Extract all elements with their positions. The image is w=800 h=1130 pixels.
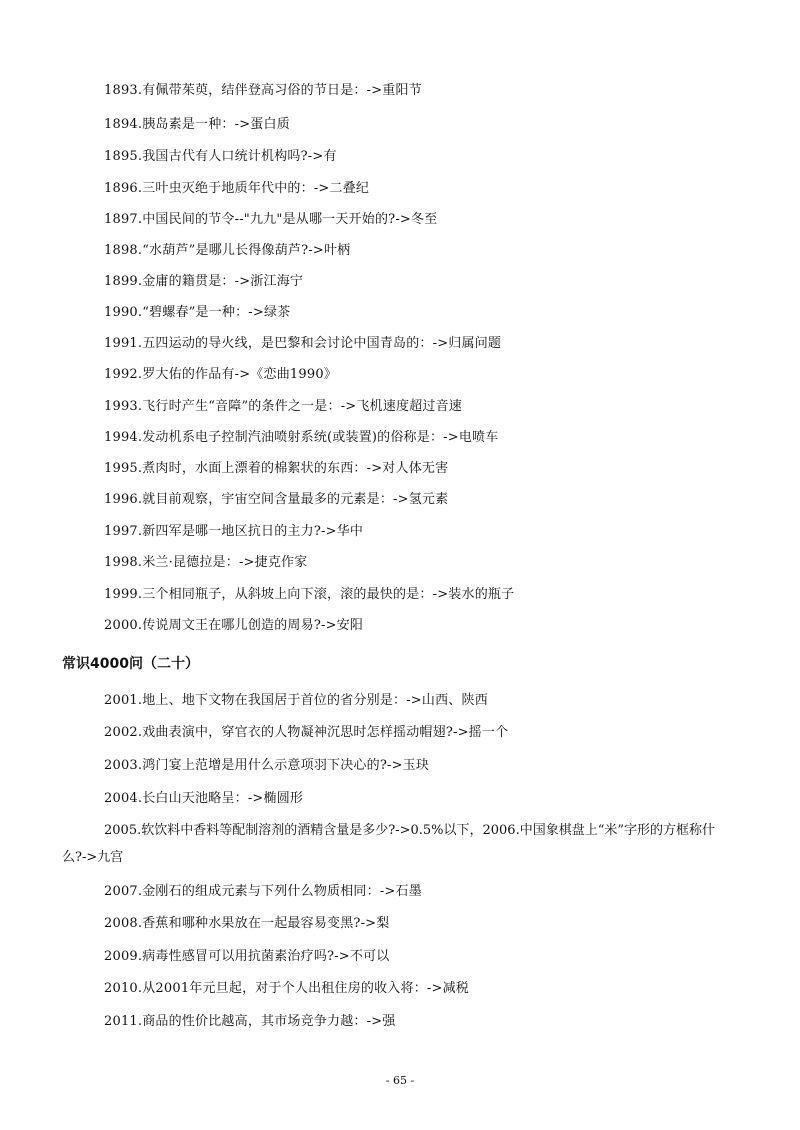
- question-line: 2007.金刚石的组成元素与下列什么物质相同：->石墨: [104, 884, 422, 899]
- question-line: 1992.罗大佑的作品有->《恋曲1990》: [104, 367, 337, 382]
- question-line: 2010.从2001年元旦起，对于个人出租住房的收入将：->减税: [104, 981, 469, 996]
- question-line: 1995.煮肉时，水面上漂着的棉絮状的东西：->对人体无害: [104, 461, 449, 476]
- wrapped-question: [62, 822, 742, 867]
- wrapped-question-first-line: 2005.软饮料中香料等配制溶剂的酒精含量是多少?->0.5%以下，2006.中国象棋盘上“米”字形的方框称什: [104, 823, 716, 838]
- question-line: 1990.“碧螺春”是一种：->绿茶: [104, 305, 291, 320]
- page-number: - 65 -: [385, 1074, 415, 1087]
- question-line: 1994.发动机系电子控制汽油喷射系统(或装置)的俗称是：->电喷车: [104, 430, 499, 445]
- question-line: 1893.有佩带茱萸，结伴登高习俗的节日是：->重阳节: [104, 83, 422, 98]
- question-line: 1898.“水葫芦”是哪儿长得像葫芦?->叶柄: [104, 243, 351, 258]
- question-line: 1894.胰岛素是一种：->蛋白质: [104, 117, 290, 132]
- question-line: 2003.鸿门宴上范增是用什么示意项羽下决心的?->玉玦: [104, 758, 430, 773]
- question-line: 2002.戏曲表演中，穿官衣的人物凝神沉思时怎样摇动帽翅?->摇一个: [104, 725, 509, 740]
- wrapped-question-second-line: 么?->九宫: [62, 850, 124, 865]
- question-line: 1997.新四军是哪一地区抗日的主力?->华中: [104, 524, 364, 539]
- question-line: 1897.中国民间的节令--"九九"是从哪一天开始的?->冬至: [104, 212, 438, 227]
- question-line: 1896.三叶虫灭绝于地质年代中的：->二叠纪: [104, 181, 370, 196]
- question-line: 2000.传说周文王在哪儿创造的周易?->安阳: [104, 618, 364, 633]
- question-line: 1993.飞行时产生“音障”的条件之一是：->飞机速度超过音速: [104, 399, 462, 414]
- question-line: 2009.病毒性感冒可以用抗菌素治疗吗?->不可以: [104, 949, 390, 964]
- section-heading: 常识4000问（二十）: [62, 656, 199, 672]
- question-line: 1999.三个相同瓶子，从斜坡上向下滚，滚的最快的是：->装水的瓶子: [104, 587, 515, 602]
- question-line: 2008.香蕉和哪种水果放在一起最容易变黑?->梨: [104, 916, 390, 931]
- question-line: 2004.长白山天池略呈：->椭圆形: [104, 791, 304, 806]
- question-line: 1998.米兰·昆德拉是：->捷克作家: [104, 555, 308, 570]
- question-line: 2001.地上、地下文物在我国居于首位的省分别是：->山西、陕西: [104, 693, 488, 708]
- question-line: 2011.商品的性价比越高，其市场竞争力越：->强: [104, 1014, 396, 1029]
- question-line: 1899.金庸的籍贯是：->浙江海宁: [104, 274, 304, 289]
- question-line: 1991.五四运动的导火线，是巴黎和会讨论中国青岛的：->归属问题: [104, 336, 502, 351]
- question-line: 1895.我国古代有人口统计机构吗?->有: [104, 149, 337, 164]
- question-line: 1996.就目前观察，宇宙空间含量最多的元素是：->氢元素: [104, 492, 449, 507]
